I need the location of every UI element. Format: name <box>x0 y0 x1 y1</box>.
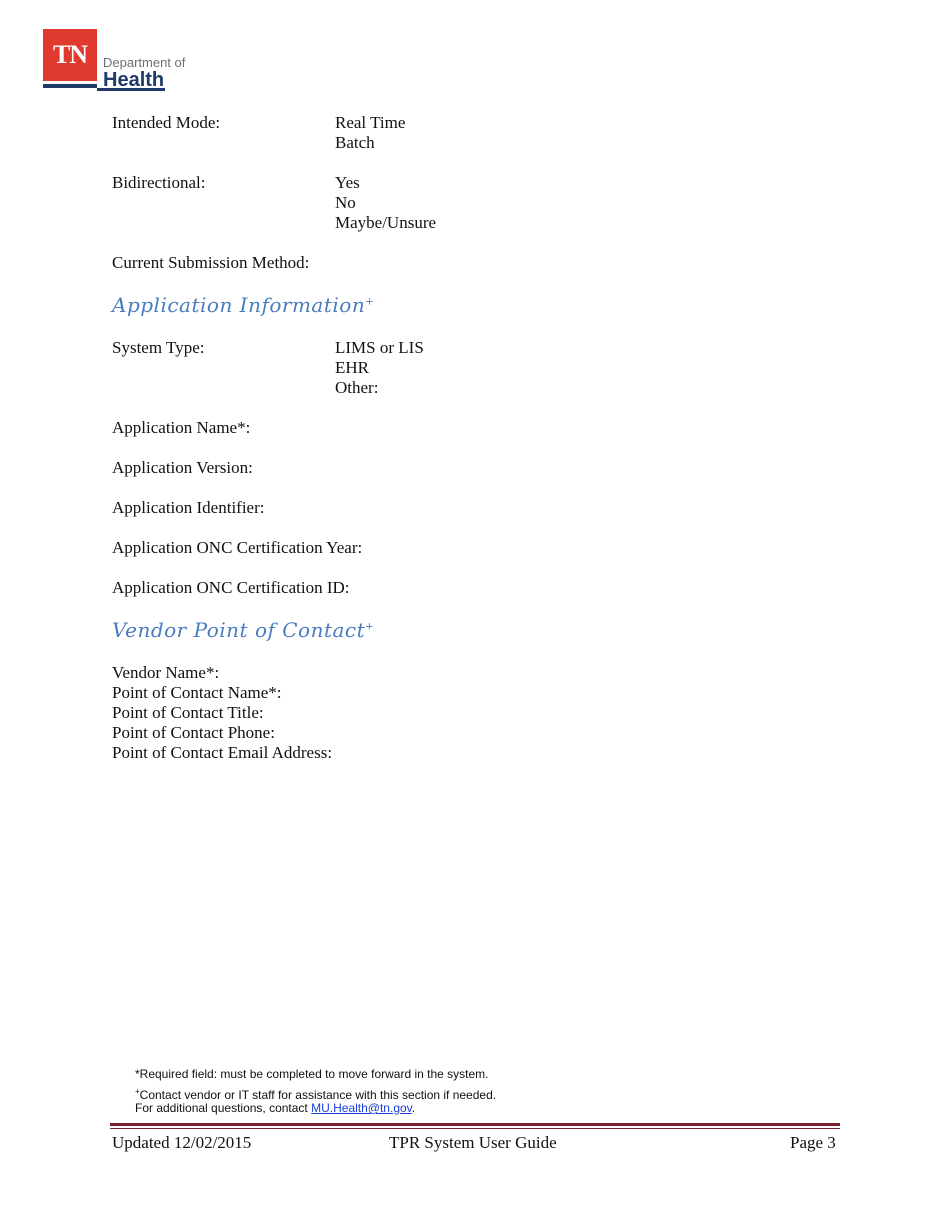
bidirectional-option-maybe[interactable]: Maybe/Unsure <box>335 213 437 232</box>
contact-email-label: Point of Contact Email Address: <box>112 743 333 762</box>
contact-phone-label: Point of Contact Phone: <box>112 723 275 742</box>
intended-mode-label: Intended Mode: <box>112 113 221 132</box>
vendor-point-of-contact-heading <box>112 618 374 642</box>
vendor-heading-text: Vendor Point of Contact <box>112 618 366 642</box>
logo-health-text: Health <box>103 69 165 91</box>
application-identifier-label: Application Identifier: <box>112 498 265 517</box>
tn-logo-mark: TN <box>43 29 97 81</box>
logo-underline <box>43 84 97 88</box>
footer-updated-date: Updated 12/02/2015 <box>112 1133 252 1152</box>
footer-document-title: TPR System User Guide <box>389 1133 557 1152</box>
contact-name-label: Point of Contact Name*: <box>112 683 282 702</box>
onc-certification-id-label: Application ONC Certification ID: <box>112 578 350 597</box>
current-submission-method-label: Current Submission Method: <box>112 253 310 272</box>
footer-page-number: Page 3 <box>790 1133 836 1152</box>
system-type-label: System Type: <box>112 338 205 357</box>
system-type-option-other[interactable]: Other: <box>335 378 379 397</box>
vendor-heading-mark: + <box>365 621 375 633</box>
bidirectional-option-yes[interactable]: Yes <box>335 173 360 192</box>
application-information-heading <box>112 293 374 317</box>
footnote-required: *Required field: must be completed to move forward in the system. <box>135 1067 489 1081</box>
footer-rule-thin <box>110 1128 840 1129</box>
contact-title-label: Point of Contact Title: <box>112 703 264 722</box>
application-name-label: Application Name*: <box>112 418 251 437</box>
intended-mode-option-real-time[interactable]: Real Time <box>335 113 406 132</box>
footer-rule-thick <box>110 1123 840 1126</box>
system-type-option-ehr[interactable]: EHR <box>335 358 369 377</box>
footnote-questions <box>135 1100 415 1117</box>
application-information-heading-mark: + <box>365 296 375 308</box>
footnote-questions-prefix: For additional questions, contact <box>135 1101 312 1115</box>
contact-email-link[interactable]: MU.Health@tn.gov <box>311 1101 412 1115</box>
footnote-questions-suffix: . <box>411 1101 416 1115</box>
footnote-contact-text: Contact vendor or IT staff for assistance with this section if needed. <box>139 1088 497 1102</box>
vendor-name-label: Vendor Name*: <box>112 663 220 682</box>
onc-certification-year-label: Application ONC Certification Year: <box>112 538 363 557</box>
footnote-contact-mark: + <box>135 1087 140 1096</box>
intended-mode-option-batch[interactable]: Batch <box>335 133 375 152</box>
application-version-label: Application Version: <box>112 458 253 477</box>
bidirectional-label: Bidirectional: <box>112 173 206 192</box>
application-information-heading-text: Application Information <box>112 293 366 317</box>
system-type-option-lims[interactable]: LIMS or LIS <box>335 338 424 357</box>
logo-department-text: Department of <box>103 55 186 70</box>
bidirectional-option-no[interactable]: No <box>335 193 356 212</box>
